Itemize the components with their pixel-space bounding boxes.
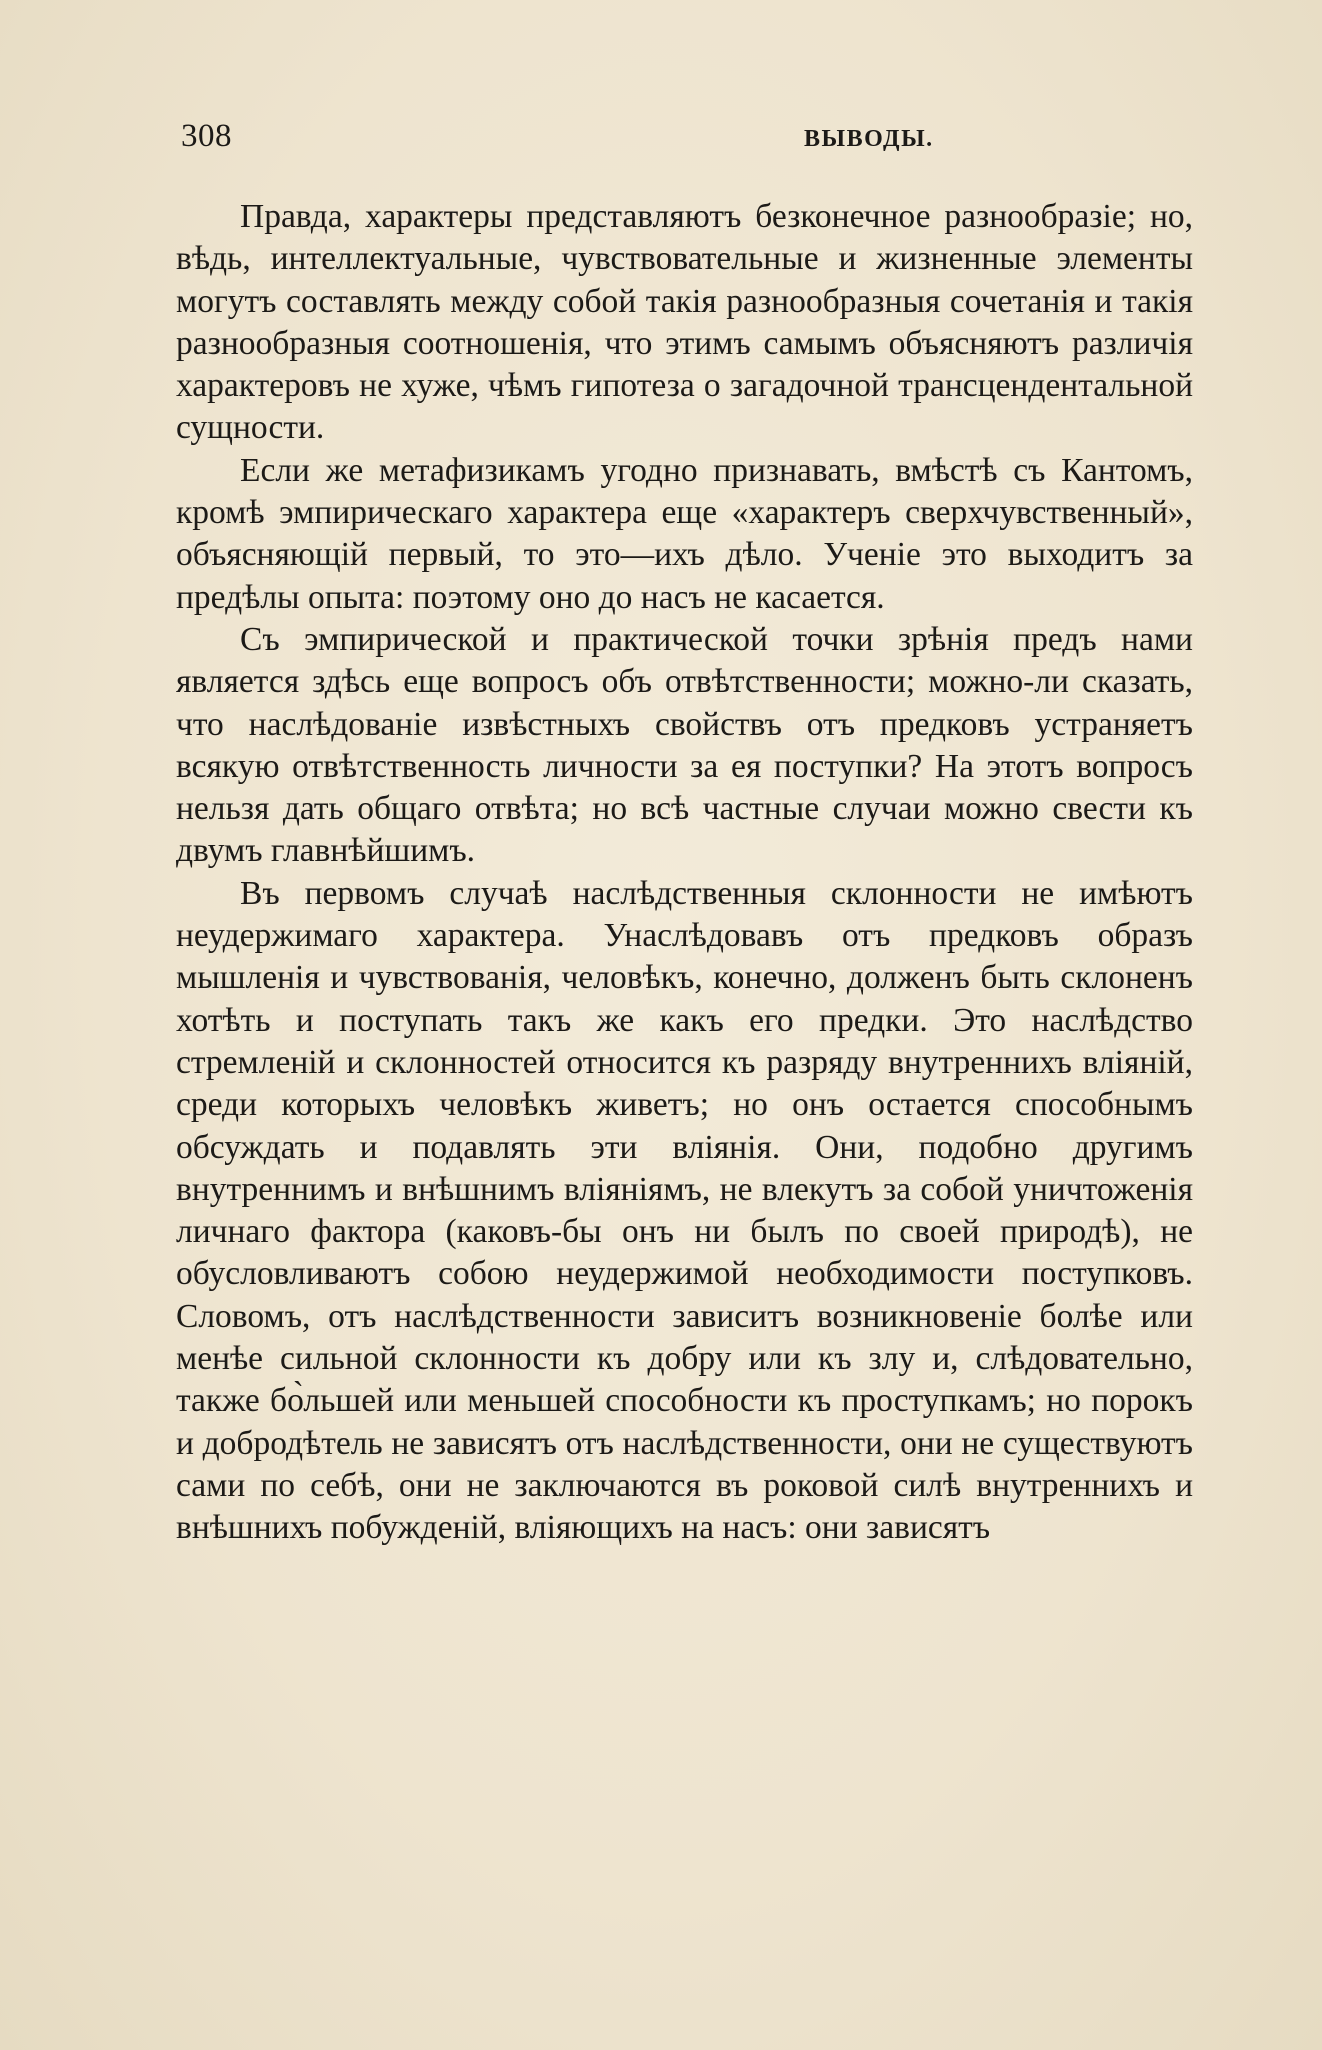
- paragraph-1: Правда, характеры представляютъ безконечное разнообразіе; но, вѣдь, интеллектуальные, чувствовательные и жизненные элементы могутъ составлять между собой такія разнообразныя сочетанія и такія разнообразныя соотношенія, что этимъ самымъ объясняютъ различія характеровъ не хуже, чѣмъ гипотеза о загадочной трансцендентальной сущности.: [176, 198, 1193, 447]
- running-head: ВЫВОДЫ.: [804, 126, 934, 152]
- body-text: [176, 196, 1193, 1550]
- paragraph-4: Въ первомъ случаѣ наслѣдственныя склонности не имѣютъ неудержимаго характера. Унаслѣдовавъ отъ предковъ образъ мышленія и чувствованія, человѣкъ, конечно, долженъ быть склоненъ хотѣть и поступать такъ же какъ его предки. Это наслѣдство стремленій и склонностей относится къ разряду внутреннихъ вліяній, среди которыхъ человѣкъ живетъ; но онъ остается способнымъ обсуждать и подавлять эти вліянія. Они, подобно другимъ внутреннимъ и внѣшнимъ вліяніямъ, не влекутъ за собой уничтоженія личнаго фактора (каковъ-бы онъ ни былъ по своей природѣ), не обусловливаютъ собою неудержимой необходимости поступковъ. Словомъ, отъ наслѣдственности зависитъ возникновеніе болѣе или менѣе сильной склонности къ добру или къ злу и, слѣдовательно, также бо̀льшей или меньшей способности къ проступкамъ; но порокъ и добродѣтель не зависятъ отъ наслѣдственности, они не существуютъ сами по себѣ, они не заключаются въ роковой силѣ внутреннихъ и внѣшнихъ побужденій, вліяющихъ на насъ: они зависятъ: [176, 874, 1193, 1547]
- page-header: [181, 118, 1191, 168]
- paragraph-3: Съ эмпирической и практической точки зрѣнія предъ нами является здѣсь еще вопросъ объ отвѣтственности; можно-ли сказать, что наслѣдованіе извѣстныхъ свойствъ отъ предковъ устраняетъ всякую отвѣтственность личности за ея поступки? На этотъ вопросъ нельзя дать общаго отвѣта; но всѣ частные случаи можно свести къ двумъ главнѣйшимъ.: [176, 620, 1193, 870]
- paragraph-2: Если же метафизикамъ угодно признавать, вмѣстѣ съ Кантомъ, кромѣ эмпирическаго характера еще «характеръ сверхчувственный», объясняющій первый, то это—ихъ дѣло. Ученіе это выходитъ за предѣлы опыта: поэтому оно до насъ не касается.: [176, 451, 1193, 616]
- page-number: 308: [181, 118, 232, 154]
